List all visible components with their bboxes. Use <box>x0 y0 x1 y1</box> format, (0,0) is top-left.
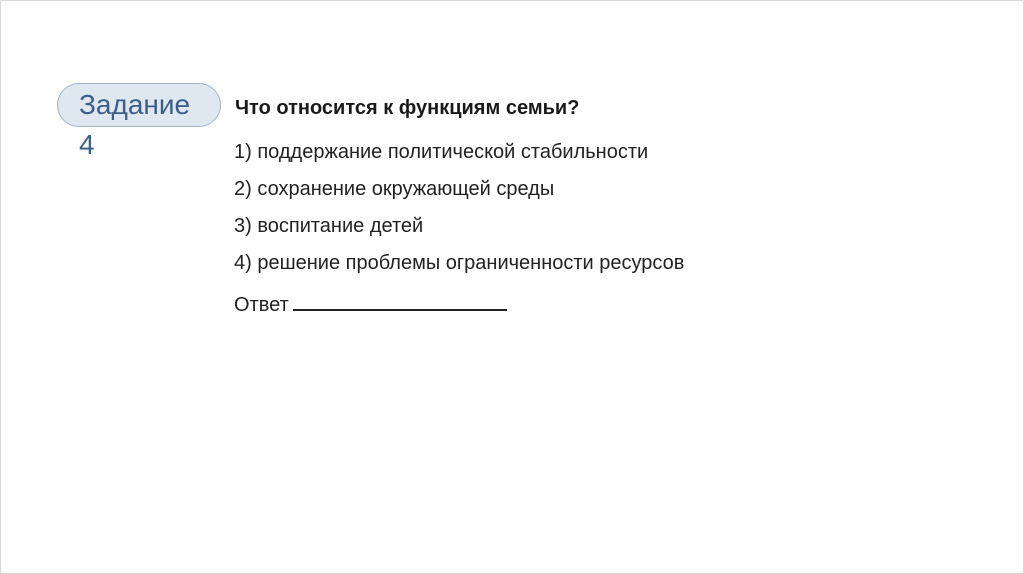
question-text: Что относится к функциям семьи? <box>235 97 580 119</box>
answer-options-list <box>234 139 684 287</box>
answer-label: Ответ <box>234 294 289 316</box>
answer-blank-line <box>293 287 507 311</box>
task-number: 4 <box>79 129 95 160</box>
option-3: 3) воспитание детей <box>234 215 424 237</box>
option-2: 2) сохранение окружающей среды <box>234 178 555 200</box>
option-1: 1) поддержание политической стабильности <box>234 141 649 163</box>
option-4: 4) решение проблемы ограниченности ресурсов <box>234 252 685 274</box>
task-label: Задание <box>79 89 191 120</box>
answer-row <box>234 287 507 318</box>
